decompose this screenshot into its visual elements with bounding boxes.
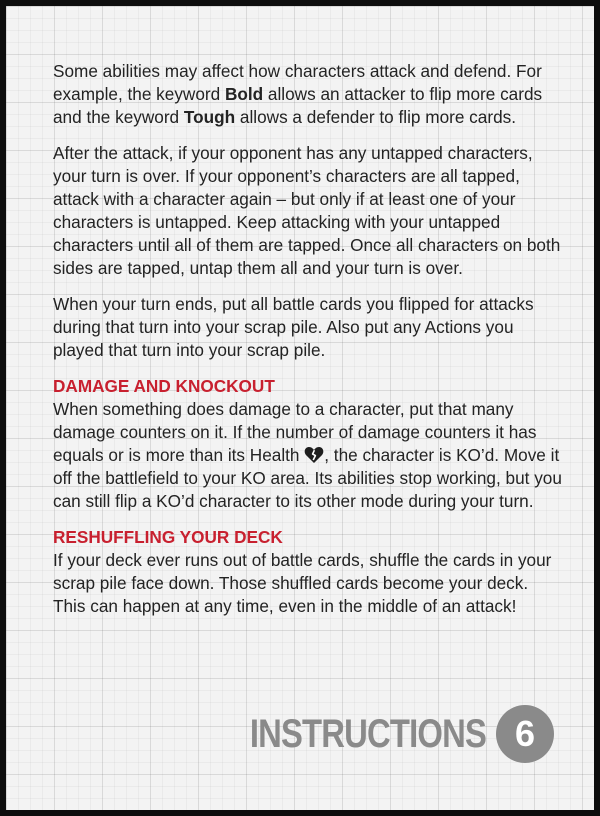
page-footer: [198, 705, 554, 763]
damage-section: [53, 375, 563, 513]
reshuffle-paragraph: If your deck ever runs out of battle cards, shuffle the cards in your scrap pile face down. Those shuffled cards become your deck. This can happen at any time, even in the middle of an attack!: [53, 550, 552, 616]
damage-paragraph: [53, 398, 563, 513]
heart-crack-icon: [304, 446, 324, 464]
intro-text: allows a defender to flip more cards.: [235, 107, 516, 127]
reshuffle-section: [53, 526, 563, 618]
damage-text: , the character is KO’d. Move it off the battlefield to your KO area. Its abilities stop working, but you can still flip a KO’d character to its other mode during your turn.: [53, 445, 562, 511]
page-content: [53, 60, 563, 631]
keyword-tough: Tough: [183, 107, 236, 127]
page-number-badge: 6: [496, 705, 554, 763]
damage-text: When something does damage to a character, put that many damage counters on it. If the number of damage counters it has equals or is more than its Health: [53, 399, 537, 465]
intro-text: Some abilities may affect how characters attack and defend. For example, the keyword: [53, 61, 542, 104]
reshuffle-heading: RESHUFFLING YOUR DECK: [53, 527, 283, 547]
intro-paragraph-1: [53, 60, 563, 129]
intro-paragraph-2: After the attack, if your opponent has any untapped characters, your turn is over. If your opponent’s characters are all tapped, attack with a character again – but only if at least one of your characters is untapped. Keep attacking with your untapped characters until all of them are tapped. Once all characters on both sides are tapped, untap them all and your turn is over.: [53, 143, 561, 278]
intro-text: allows an attacker to flip more cards and the keyword: [53, 84, 543, 127]
intro-paragraph-3: When your turn ends, put all battle cards you flipped for attacks during that turn into your scrap pile. Also put any Actions you played that turn into your scrap pile.: [53, 294, 534, 360]
keyword-bold: Bold: [224, 84, 264, 104]
footer-title: INSTRUCTIONS: [249, 712, 486, 756]
damage-heading: DAMAGE AND KNOCKOUT: [53, 376, 275, 396]
